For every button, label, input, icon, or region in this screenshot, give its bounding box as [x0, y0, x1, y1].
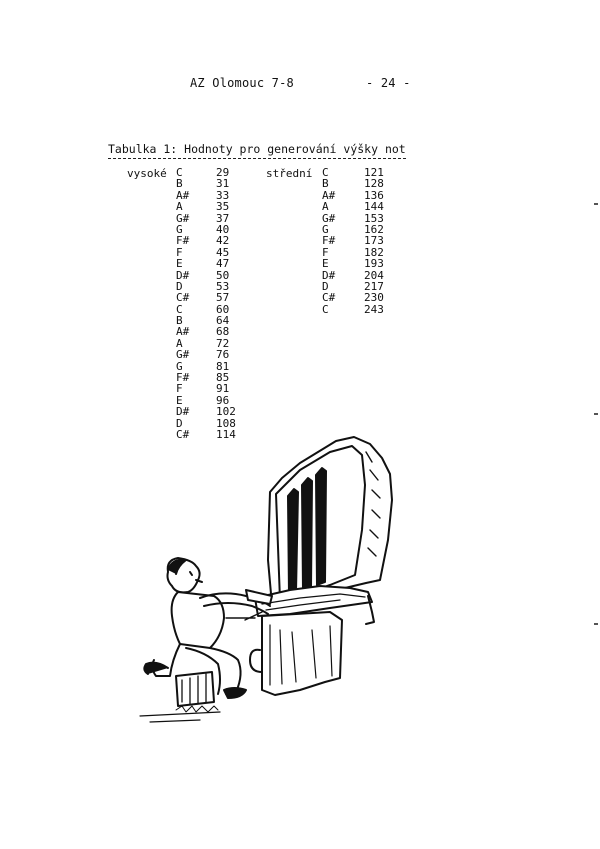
note-name: A [322, 200, 329, 214]
note-value: 102 [216, 405, 236, 419]
note-value: 217 [364, 279, 384, 293]
note-name: F [176, 245, 183, 259]
note-name: B [176, 177, 183, 191]
note-value: 182 [364, 245, 384, 259]
note-name: F# [322, 234, 336, 248]
note-name: A# [322, 188, 336, 202]
note-value: 204 [364, 268, 384, 282]
note-value: 45 [216, 245, 230, 259]
note-value: 68 [216, 325, 230, 339]
note-name: F# [176, 234, 190, 248]
note-value: 47 [216, 257, 230, 271]
note-value: 153 [364, 211, 384, 225]
note-name: B [322, 177, 329, 191]
note-name: D# [322, 268, 336, 282]
note-value: 121 [364, 166, 384, 179]
note-name: D [176, 279, 183, 293]
note-name: G# [322, 211, 336, 225]
note-name: F# [176, 371, 190, 385]
mid-notes-label: střední [266, 167, 313, 180]
note-value: 50 [216, 268, 230, 282]
note-name: F [322, 245, 329, 259]
page-number: - 24 - [366, 76, 411, 90]
note-name: G [176, 222, 183, 236]
high-notes-label: vysoké [127, 167, 167, 180]
note-value: 29 [216, 166, 230, 179]
note-name: A [176, 336, 183, 350]
note-name: C# [176, 291, 190, 305]
note-value: 37 [216, 211, 230, 225]
note-name: E [322, 257, 329, 271]
note-value: 193 [364, 257, 384, 271]
note-value: 60 [216, 302, 230, 316]
note-value: 72 [216, 336, 230, 350]
note-value: 40 [216, 222, 230, 236]
note-value: 31 [216, 177, 230, 191]
note-name: C [322, 166, 329, 179]
note-name: G# [176, 348, 190, 362]
note-value: 64 [216, 314, 230, 328]
note-name: E [176, 257, 183, 271]
note-value: 114 [216, 427, 236, 441]
note-name: C [176, 302, 183, 316]
note-name: A# [176, 188, 190, 202]
note-name: F [176, 382, 183, 396]
note-name: C [176, 166, 183, 179]
note-value: 96 [216, 393, 230, 407]
note-name: B [176, 314, 183, 328]
note-value: 162 [364, 222, 384, 236]
note-name: A# [176, 325, 190, 339]
note-value: 144 [364, 200, 384, 214]
table-caption: Tabulka 1: Hodnoty pro generování výšky not [108, 142, 406, 156]
note-name: G [176, 359, 183, 373]
note-value: 57 [216, 291, 230, 305]
note-value: 136 [364, 188, 384, 202]
note-value: 42 [216, 234, 230, 248]
note-name: A [176, 200, 183, 214]
note-name: D# [176, 268, 190, 282]
note-name: E [176, 393, 183, 407]
note-name: C# [322, 291, 336, 305]
note-value: 85 [216, 371, 230, 385]
note-value: 108 [216, 416, 236, 430]
note-name: C# [176, 427, 190, 441]
note-value: 76 [216, 348, 230, 362]
note-value: 81 [216, 359, 230, 373]
note-name: G# [176, 211, 190, 225]
note-value: 128 [364, 177, 384, 191]
note-value: 173 [364, 234, 384, 248]
header-title: AZ Olomouc 7-8 [190, 76, 294, 90]
note-name: D [176, 416, 183, 430]
note-value: 53 [216, 279, 230, 293]
note-name: D [322, 279, 329, 293]
note-name: C [322, 302, 329, 316]
note-value: 243 [364, 302, 384, 316]
note-value: 91 [216, 382, 230, 396]
note-value: 230 [364, 291, 384, 305]
note-value: 33 [216, 188, 230, 202]
note-name: D# [176, 405, 190, 419]
note-name: G [322, 222, 329, 236]
note-value: 35 [216, 200, 230, 214]
